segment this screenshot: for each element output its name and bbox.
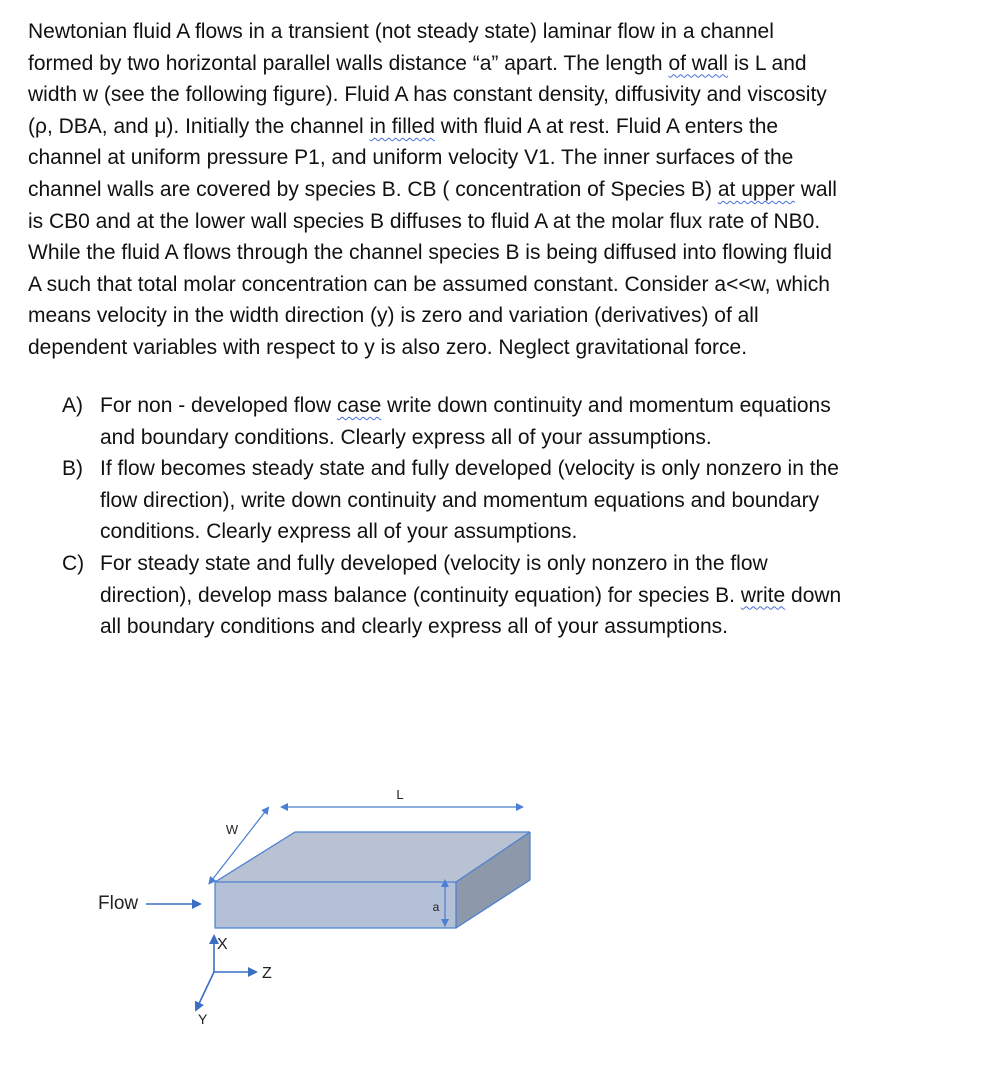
- problem-line: A such that total molar concentration can be assumed constant. Consider a<<w, which: [28, 272, 830, 296]
- height-label: a: [432, 900, 440, 914]
- problem-line: means velocity in the width direction (y) is zero and variation (derivatives) of all: [28, 304, 759, 328]
- problem-line: dependent variables with respect to y is also zero. Neglect gravitational force.: [28, 335, 748, 359]
- problem-line: While the fluid A flows through the channel species B is being diffused into flowing fluid: [28, 241, 832, 265]
- problem-line: formed by two horizontal parallel walls distance “a” apart. The length of wall is L and: [28, 51, 807, 75]
- spellcheck-underline[interactable]: of wall: [668, 51, 728, 75]
- z-axis-label: Z: [262, 965, 272, 982]
- width-label: W: [225, 822, 239, 837]
- problem-line: is CB0 and at the lower wall species B diffuses to fluid A at the molar flux rate of NB0.: [28, 209, 821, 233]
- question-b: B) If flow becomes steady state and fully developed (velocity is only nonzero in the flow direction), write down continuity and momentum equations and boundary conditions. Clearly express all of your assumptions.: [62, 453, 962, 548]
- list-marker: C): [62, 551, 85, 575]
- problem-line: width w (see the following figure). Fluid A has constant density, diffusivity and viscosity: [28, 83, 827, 107]
- problem-line: channel at uniform pressure P1, and uniform velocity V1. The inner surfaces of the: [28, 146, 794, 170]
- y-axis-arrow: [196, 972, 214, 1010]
- question-a: A) For non - developed flow case write down continuity and momentum equations and boundary conditions. Clearly express all of your assumptions.: [62, 390, 962, 453]
- y-axis-label: Y: [198, 1011, 208, 1027]
- question-c: C) For steady state and fully developed (velocity is only nonzero in the flow direction), develop mass balance (continuity equation) for species B. write down all boundary conditions and clearly express all of your assumptions.: [62, 548, 962, 643]
- list-marker: B): [62, 457, 83, 481]
- flow-label: Flow: [98, 893, 139, 914]
- list-marker: A): [62, 394, 83, 417]
- problem-line: Newtonian fluid A flows in a transient (not steady state) laminar flow in a channel: [28, 20, 774, 43]
- channel-front-face: [215, 882, 456, 928]
- spellcheck-underline[interactable]: write: [740, 583, 786, 607]
- problem-line: (ρ, DBA, and μ). Initially the channel in filled with fluid A at rest. Fluid A enters the: [28, 114, 779, 138]
- x-axis-label: X: [217, 936, 228, 953]
- spellcheck-underline[interactable]: at upper: [717, 177, 795, 201]
- spellcheck-underline[interactable]: in filled: [369, 114, 435, 138]
- spellcheck-underline[interactable]: case: [336, 394, 382, 417]
- length-label: L: [396, 787, 404, 802]
- problem-line: channel walls are covered by species B. CB ( concentration of Species B) at upper wall: [28, 177, 837, 201]
